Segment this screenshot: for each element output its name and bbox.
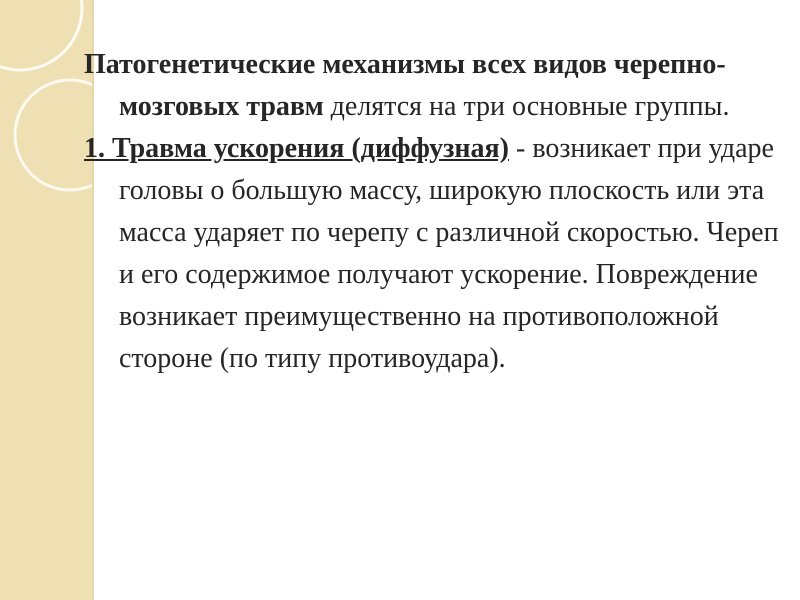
point-1-body: возникает при ударе головы о большую массу, широкую плоскость или эта масса ударяет по черепу с различной скоростью. Череп и его содержимое получают ускорение. Повреждение возникает преимущественно на противоположной стороне (по типу противоудара). — [119, 133, 779, 374]
intro-rest-text: делятся на три основные группы. — [323, 91, 730, 122]
point-1-dash: - — [508, 133, 526, 164]
intro-bold-lead: Патогенетические механизмы всех видов черепно-мозговых травм — [84, 49, 726, 122]
point-1-paragraph — [84, 128, 784, 380]
point-1-heading: 1. Травма ускорения (диффузная) — [84, 133, 509, 164]
slide-text-body — [84, 44, 784, 380]
decorative-circles — [0, 0, 92, 600]
intro-paragraph — [84, 44, 784, 128]
decorative-side-band — [0, 0, 94, 600]
